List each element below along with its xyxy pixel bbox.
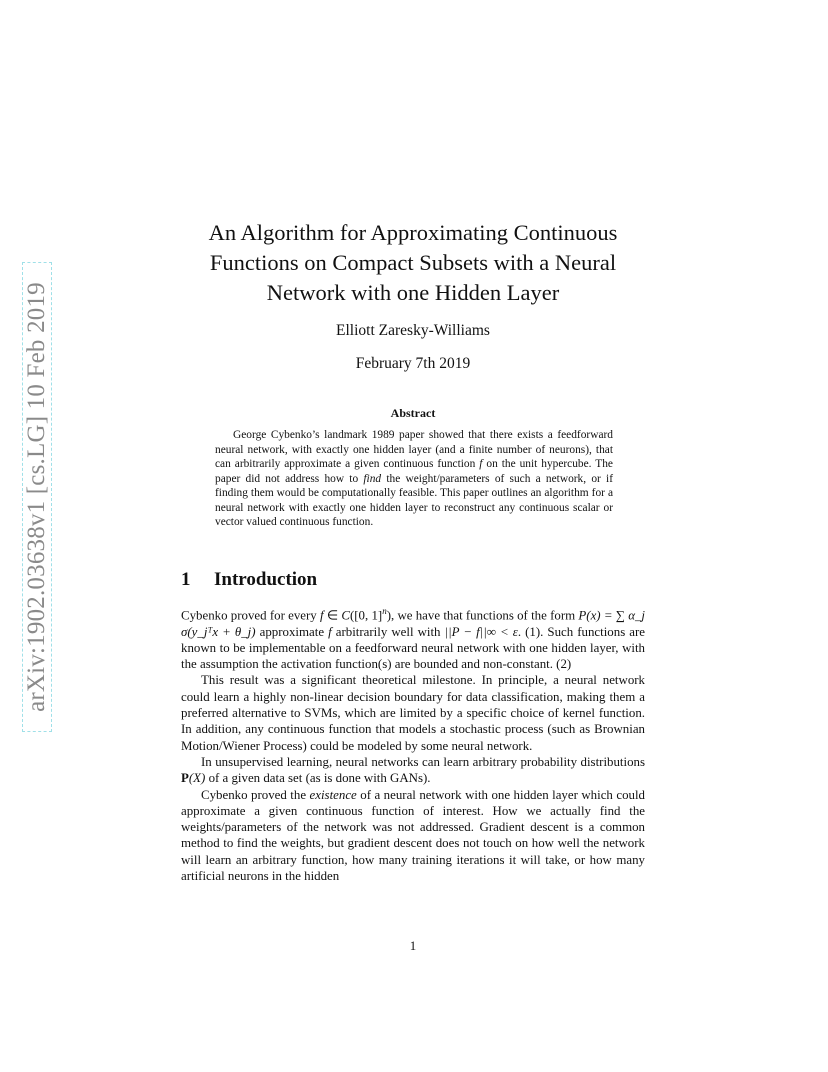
math-formula: ||P − f||∞ < ε [444, 624, 518, 639]
math-text: ([0, 1] [349, 608, 383, 623]
page-number: 1 [409, 939, 417, 953]
math-formula: P(x) = ∑ α_j σ(y_jᵀx + θ_j) [181, 608, 646, 639]
math-variable: P [181, 771, 189, 786]
section-title: Introduction [214, 569, 318, 590]
body-text: In unsupervised learning, neural networks can learn arbitrary probability distributions [201, 754, 645, 769]
paper-date: February 7th 2019 [355, 355, 471, 372]
arxiv-identifier: arXiv:1902.03638v1 [cs.LG] 10 Feb 2019 [23, 282, 50, 712]
paragraph: This result was a significant theoretical milestone. In principle, a neural network could learn a highly non-linear decision boundary for data classification, making them a preferred alternative to SVMs, which are limited by a specific choice of kernel function. In addition, any continuous function that models a stochastic process (such as Brownian Motion/Wiener Process) could be modeled by some neural network. [181, 673, 645, 753]
math-variable: f [328, 624, 332, 639]
section-body [181, 603, 645, 884]
emphasis: find [363, 472, 382, 485]
title-line: Functions on Compact Subsets with a Neural [209, 250, 617, 275]
body-text: Cybenko proved the [201, 787, 310, 802]
body-text: . (1). Such functions are known to be implementable on a feedforward neural network with one hidden layer, with the assumption the activation function(s) are bounded and non-constant. (2) [181, 624, 645, 672]
paragraph [181, 603, 645, 672]
abstract-text: George Cybenko’s landmark 1989 paper showed that there exists a feedforward neural network, with exactly one hidden layer (and a finite number of neurons), that can arbitrarily approximate a given continuous function [215, 429, 613, 470]
title-line: Network with one Hidden Layer [266, 280, 560, 305]
math-text: ) [386, 608, 391, 623]
body-text: of a given data set (as is done with GANs). [205, 771, 431, 786]
paragraph [181, 787, 645, 885]
math-text: (X) [188, 771, 206, 786]
math-superscript: n [382, 606, 387, 616]
paragraph [181, 754, 645, 787]
abstract-body [215, 428, 613, 530]
body-text: Cybenko proved for every [181, 608, 320, 623]
math-symbol: ∈ [323, 608, 342, 623]
paper-title [181, 218, 645, 308]
title-line: An Algorithm for Approximating Continuous [208, 220, 618, 245]
arxiv-side-stamp [22, 262, 52, 732]
math-variable: f [479, 458, 483, 470]
body-text: of a neural network with one hidden layer which could approximate a given continuous function of interest. How we actually find the weights/parameters of the network was not addressed. Gradient descent is a common method to find the weights, but gradient descent does not touch on how well the network will learn an arbitrary function, how many training iterations it will take, or how many artificial neurons in the hidden [181, 787, 645, 884]
author-name: Elliott Zaresky-Williams [336, 322, 490, 339]
abstract-heading: Abstract [390, 406, 436, 420]
body-text: arbitrarily well with [331, 624, 445, 639]
body-text: , we have that functions of the form [390, 608, 579, 623]
body-text: approximate [255, 624, 329, 639]
abstract-text: on the unit hypercube. The paper did not address how to [215, 458, 613, 485]
section-heading [181, 569, 317, 591]
abstract-text: the weight/parameters of such a network, or if finding them would be computationally feasible. This paper outlines an algorithm for a neural network with exactly one hidden layer to reconstruct any continuous scalar or vector valued continuous function. [215, 472, 613, 528]
emphasis: existence [309, 787, 357, 802]
math-variable: f [320, 608, 324, 623]
math-variable: C [341, 608, 350, 623]
section-number: 1 [181, 569, 191, 590]
